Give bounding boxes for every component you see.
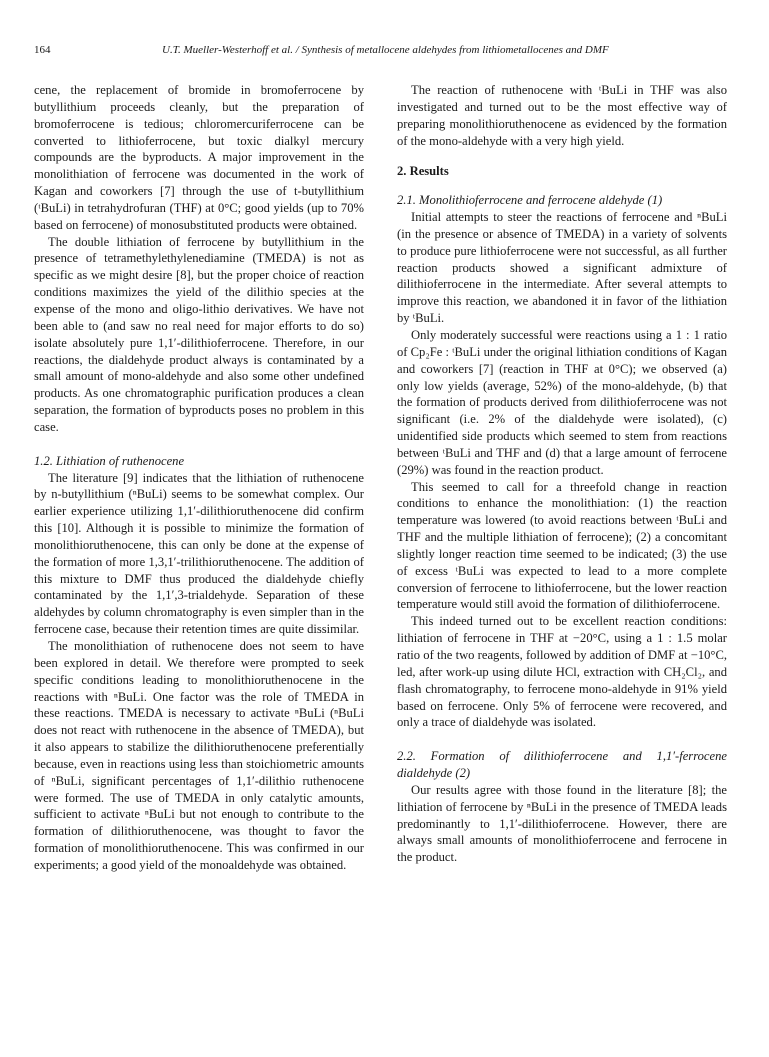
paragraph-moderately-successful: Only moderately successful were reactions using a 1 : 1 ratio of Cp₂Fe : ᵗBuLi under the original lithiation conditions of Kagan and coworkers [7] (reaction in THF at 0°C); we observed (a) only low yields (average, 52%) of the mono-aldehyde, (b) that the formation of products derived from dilithioferrocene was not significant (i.e. 2% of the dialdehyde were isolated), (c) unidentified side products which seemed to stem from reactions between ᵗBuLi and THF and (d) that a large amount of ferrocene (29%) was found in the reaction product. xyxy=(397,327,727,477)
page-number: 164 xyxy=(34,44,51,56)
subsection-heading-2-1: 2.1. Monolithioferrocene and ferrocene aldehyde (1) xyxy=(397,193,663,208)
running-title: U.T. Mueller-Westerhoff et al. / Synthesis of metallocene aldehydes from lithiometallocenes and DMF xyxy=(162,44,609,56)
paragraph-literature: The literature [9] indicates that the lithiation of ruthenocene by n-butyllithium (ⁿBuLi) seems to be somewhat complex. Our earlier experience utilizing 1,1′-dilithioruthenocene did confirm this [10]. Although it is possible to minimize the formation of monolithioruthenocene, this can only be done at the expense of the formation of more 1,3,1′-trilithioruthenocene. The addition of this mixture to DMF thus produced the dialdehyde chiefly contaminated by the 1,1′,3-trialdehyde. Separation of these aldehydes by column chromatography is even simpler than in the ferrocene case, because their retention times are quite dissimilar. xyxy=(34,470,364,637)
subsection-heading-2-2: 2.2. Formation of dilithioferrocene and 1,1′-ferrocene dialdehyde (2) xyxy=(397,749,727,781)
paragraph-ruthenocene-tbuli: The reaction of ruthenocene with ᵗBuLi in THF was also investigated and turned out to be the most effective way of preparing monolithioruthenocene as evidenced by the formation of the mono-aldehyde with a very high yield. xyxy=(397,83,727,148)
paragraph-excellent-conditions: This indeed turned out to be excellent reaction conditions: lithiation of ferrocene in THF at −20°C, using a 1 : 1.5 molar ratio of the two reagents, followed by addition of DMF at −10°C, led, after work-up using dilute HCl, extraction with CH₂Cl₂, and flash chromatography, to ferrocene mono-aldehyde in 91% yield based on ferrocene. Only 5% of ferrocene were recovered, and only a trace of dialdehyde was isolated. xyxy=(397,614,727,730)
left-column xyxy=(34,82,364,874)
paragraph-threefold-change: This seemed to call for a threefold change in reaction conditions to enhance the monolithiation: (1) the reaction temperature was lowered (to avoid reactions between ᵗBuLi and THF and the multiple lithiation of ferrocene); (2) a concomitant slightly longer reaction time seemed to be indicated; (3) the use of excess ᵗBuLi was expected to lead to a more complete conversion of ferrocene to lithioferrocene, but the lower reaction temperature would still avoid the formation of dilithioferrocene. xyxy=(397,479,727,612)
section-heading-results: 2. Results xyxy=(397,164,449,179)
right-column xyxy=(397,82,727,866)
page-header xyxy=(34,44,734,60)
paragraph-intro-end: cene, the replacement of bromide in bromoferrocene by butyllithium proceeds cleanly, but the preparation of bromoferrocene is tedious; chloromercuriferrocene can be converted to lithioferrocene, but toxic dialkyl mercury compounds are the byproducts. A major improvement in the monolithiation of ferrocene was documented in the work of Kagan and coworkers [7] through the use of t-butyllithium (ᵗBuLi) in tetrahydrofuran (THF) at 0°C; good yields (up to 70% based on ferrocene) of monosubstituted products were obtained. xyxy=(34,83,364,232)
paragraph-results-agree: Our results agree with those found in the literature [8]; the lithiation of ferrocene by ⁿBuLi in the presence of TMEDA leads predominantly to 1,1′-dilithioferrocene. However, there are always small amounts of monolithioferrocene and ferrocene in the product. xyxy=(397,782,727,865)
paragraph-monolithiation: The monolithiation of ruthenocene does not seem to have been explored in detail. We therefore were prompted to seek specific conditions leading to monolithioruthenocene in the reactions with ⁿBuLi. One factor was the role of TMEDA in these reactions. TMEDA is necessary to activate ⁿBuLi (ⁿBuLi does not react with ruthenocene in the absence of TMEDA), but it also appears to stabilize the dilithioruthenocene preferentially because, even in reactions using less than stoichiometric amounts of ⁿBuLi, significant percentages of 1,1′-dilithio ruthenocene were formed. The use of TMEDA in only catalytic amounts, sufficient to activate ⁿBuLi but not enough to contribute to the formation of dilithioruthenocene, was thought to favor the formation of monolithioruthenocene. This was confirmed in our experiments; a good yield of the monoaldehyde was obtained. xyxy=(34,639,364,872)
paragraph-double-lithiation: The double lithiation of ferrocene by butyllithium in the presence of tetramethylethylenediamine (TMEDA) is not as specific as we might desire [8], but the proper choice of reaction conditions maximizes the yield of the dilithio species at the expense of the mono and oligo-lithio derivatives. We have not been able to (and saw no real need for major efforts to do so) isolate absolutely pure 1,1′-dilithioferrocene. Therefore, in our reactions, the dialdehyde product always is contaminated by a small amount of mono-aldehyde and also some other undefined products. As one chromatographic purification produces a clean separation, the formation of byproducts poses no problem in this case. xyxy=(34,234,364,434)
paragraph-initial-attempts: Initial attempts to steer the reactions of ferrocene and ⁿBuLi (in the presence or absence of TMEDA) in a variety of solvents to produce pure lithioferrocene were not successful, as all further reaction products showed a significant admixture of dilithioferrocene in the intermediate. After several attempts to improve this reaction, we abandoned it in favor of the lithiation by ᵗBuLi. xyxy=(397,210,727,326)
subsection-heading-1-2: 1.2. Lithiation of ruthenocene xyxy=(34,453,185,468)
